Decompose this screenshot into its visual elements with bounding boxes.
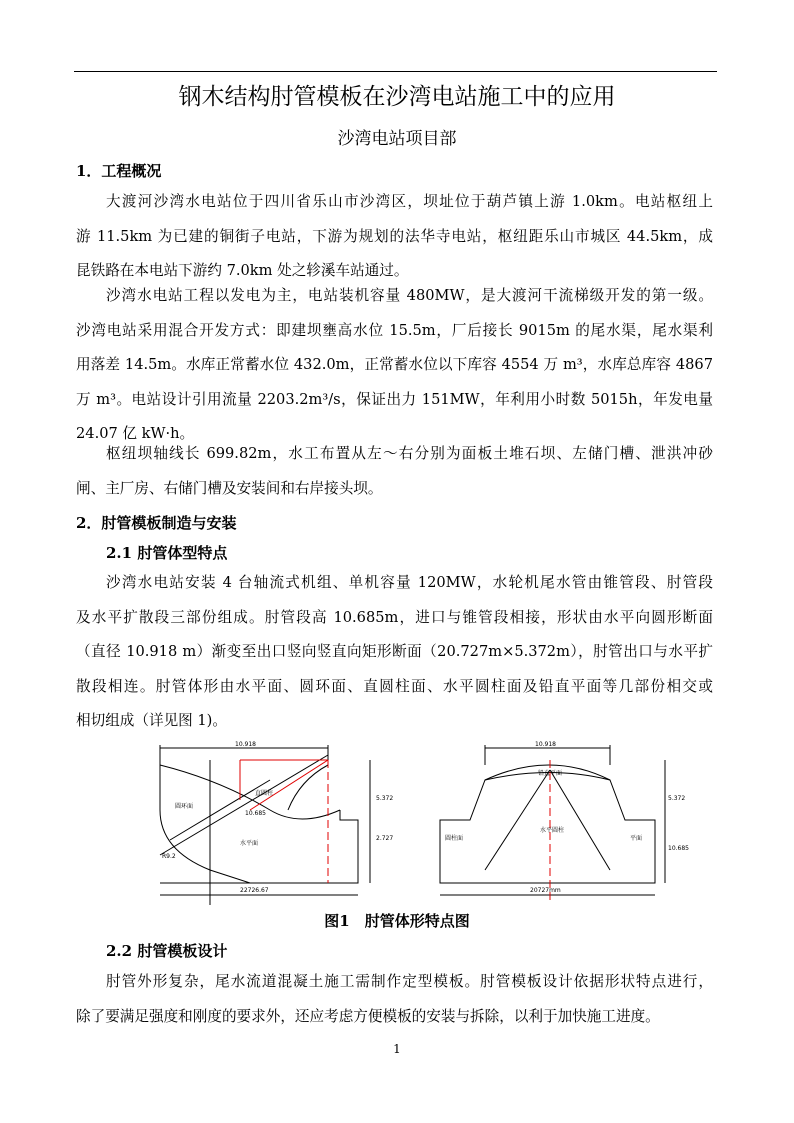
left-label: 2.727: [376, 835, 394, 842]
page-number: 1: [393, 1042, 401, 1056]
section-2-2-heading: 2.2 肘管模板设计: [106, 942, 228, 960]
right-region: 圆柱面: [445, 835, 464, 842]
right-outline: [440, 765, 655, 883]
right-label: 5.372: [668, 795, 686, 802]
figure-caption: 图1 肘管体形特点图: [324, 912, 470, 930]
text-line: 昆铁路在本电站下游约 7.0km 处之轸溪车站通过。: [76, 262, 409, 279]
text-line: （直径 10.918 m）渐变至出口竖向竖直向矩形断面（20.727m×5.372m），肘管出口与水平扩: [76, 643, 713, 660]
right-diagonal: [550, 770, 610, 870]
left-arc: [288, 765, 328, 810]
paper-title: 钢木结构肘管模板在沙湾电站施工中的应用: [178, 84, 616, 110]
text-line: 闸、主厂房、右储门槽及安装间和右岸接头坝。: [76, 479, 383, 497]
right-bottom-dim: 20727mm: [530, 887, 561, 894]
header-rule: [74, 71, 717, 72]
section-1-paragraph-3: [76, 437, 713, 506]
section-1-heading: 1．工程概况: [76, 162, 162, 180]
section-2-2-paragraph: [76, 965, 713, 1034]
section-1-paragraph-1: [76, 185, 713, 289]
right-label: 铅直平面: [538, 770, 563, 777]
text-line: 万 m³。电站设计引用流量 2203.2m³/s，保证出力 151MW，年利用小时数 5015h，年发电量: [76, 390, 713, 408]
left-top-dim: 10.918: [235, 741, 256, 748]
text-line: 及水平扩散段三部份组成。肘管段高 10.685m，进口与锥管段相接，形状由水平向圆形断面: [76, 608, 713, 626]
text-line: 用落差 14.5m。水库正常蓄水位 432.0m，正常蓄水位以下库容 4554 万 m³，水库总库容 4867: [76, 356, 713, 373]
right-diagonal: [485, 770, 550, 870]
right-region: 平面: [630, 835, 643, 842]
section-2-heading: 2．肘管模板制造与安装: [76, 514, 237, 532]
left-region: 直圆柱: [255, 790, 274, 797]
text-line: 除了要满足强度和刚度的要求外，还应考虑方便模板的安装与拆除，以利于加快施工进度。: [76, 1007, 660, 1025]
text-line: 枢纽坝轴线长 699.82m，水工布置从左～右分别为面板土堆石坝、左储门槽、泄洪冲砂: [106, 445, 713, 462]
right-label: 水平圆柱: [540, 827, 565, 834]
text-line: 沙湾水电站安装 4 台轴流式机组、单机容量 120MW，水轮机尾水管由锥管段、肘管段: [106, 574, 713, 591]
text-line: 24.07 亿 kW·h。: [76, 425, 195, 442]
text-line: 沙湾水电站工程以发电为主，电站装机容量 480MW，是大渡河干流梯级开发的第一级。: [106, 287, 713, 304]
section-1-paragraph-2: [76, 279, 713, 452]
right-label: 10.685: [668, 845, 689, 852]
text-line: 沙湾电站采用混合开发方式：即建坝壅高水位 15.5m，厂后接长 9015m 的尾水渠，尾水渠利: [76, 321, 713, 339]
elbow-drawing: [140, 740, 689, 905]
text-line: 游 11.5km 为已建的铜街子电站，下游为规划的法华寺电站，枢纽距乐山市城区 44.5km，成: [76, 227, 713, 245]
right-top-dim: 10.918: [535, 741, 556, 748]
text-line: 肘管外形复杂，尾水流道混凝土施工需制作定型模板。肘管模板设计依据形状特点进行，: [106, 973, 713, 990]
left-region: 水平面: [240, 840, 259, 847]
left-label: R9.2: [162, 853, 176, 860]
left-bottom-dim: 22726.67: [240, 887, 269, 894]
section-2-1-heading: 2.1 肘管体型特点: [106, 544, 228, 562]
left-region: 圆环面: [175, 803, 194, 810]
text-line: 相切组成（详见图 1)。: [76, 712, 227, 729]
figure-1-elbow-shape: [140, 740, 689, 905]
text-line: 散段相连。肘管体形由水平面、圆环面、直圆柱面、水平圆柱面及铅直平面等几部份相交或: [76, 677, 713, 695]
left-label: 5.372: [376, 795, 394, 802]
section-2-1-paragraph: [76, 566, 713, 739]
left-label: 10.685: [245, 810, 266, 817]
paper-author: 沙湾电站项目部: [337, 129, 457, 149]
text-line: 大渡河沙湾水电站位于四川省乐山市沙湾区，坝址位于葫芦镇上游 1.0km。电站枢纽上: [106, 193, 713, 210]
